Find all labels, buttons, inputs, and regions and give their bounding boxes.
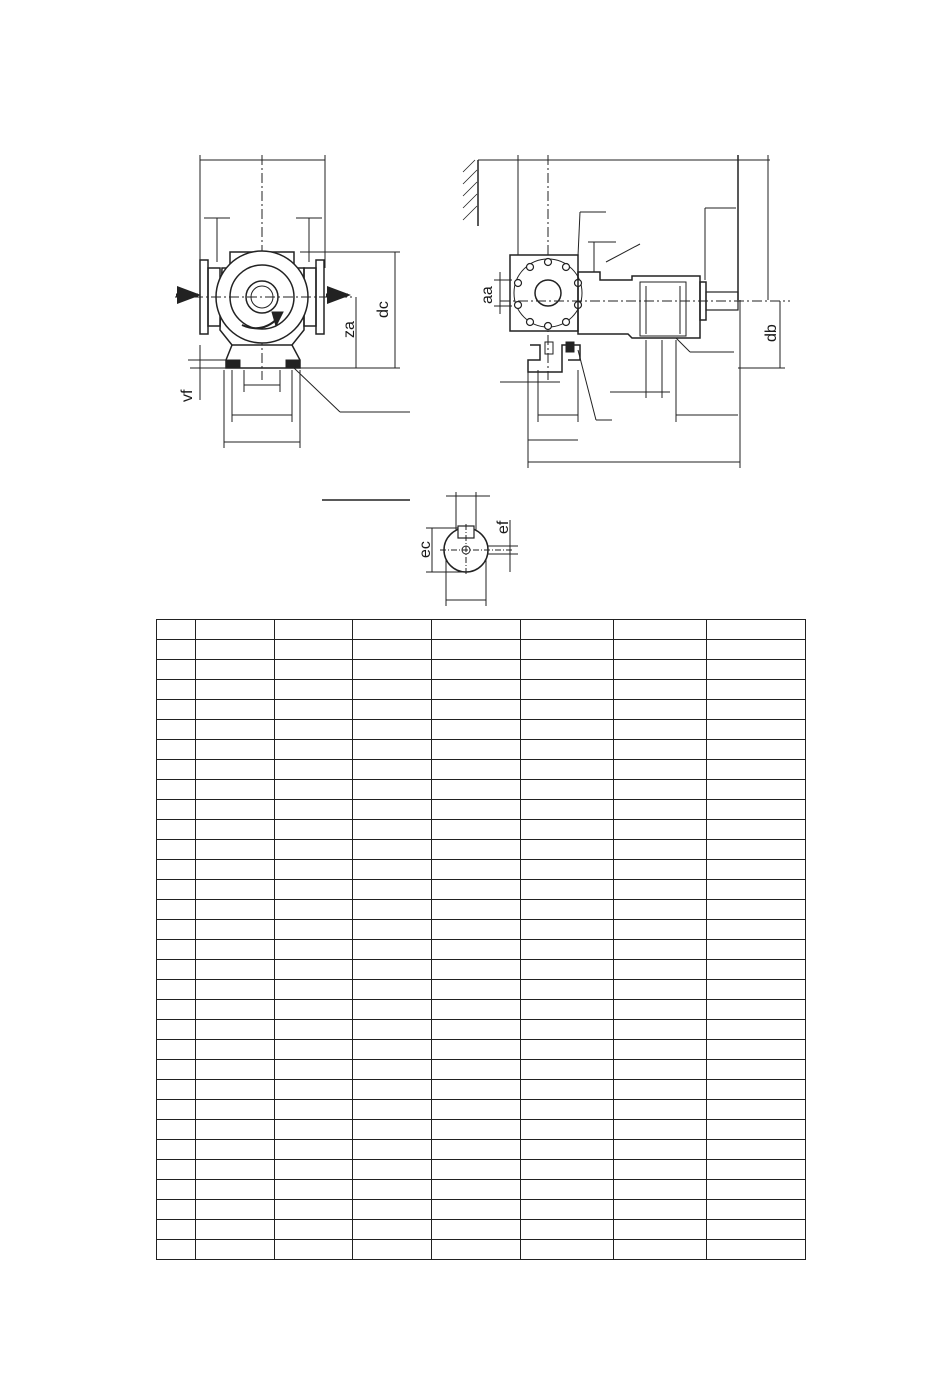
table-cell: [707, 900, 806, 920]
table-cell: [275, 940, 353, 960]
table-cell: [275, 980, 353, 1000]
label-ef: ef: [495, 520, 512, 534]
table-cell: [432, 940, 521, 960]
table-row: [157, 680, 806, 700]
table-cell: [614, 1220, 707, 1240]
table-cell: [521, 1140, 614, 1160]
table-cell: [157, 1120, 196, 1140]
label-aa: aa: [479, 286, 496, 304]
table-cell: [614, 820, 707, 840]
table-cell: [614, 960, 707, 980]
table-cell: [521, 1060, 614, 1080]
table-row: [157, 800, 806, 820]
table-cell: [707, 1000, 806, 1020]
table-cell: [157, 880, 196, 900]
table-cell: [196, 1160, 275, 1180]
table-cell: [275, 1000, 353, 1020]
table-cell: [353, 1000, 432, 1020]
table-cell: [157, 1040, 196, 1060]
table-cell: [196, 1140, 275, 1160]
table-cell: [432, 720, 521, 740]
table-row: [157, 860, 806, 880]
table-cell: [614, 680, 707, 700]
table-row: [157, 940, 806, 960]
table-cell: [196, 1120, 275, 1140]
label-za: za: [341, 321, 358, 338]
table-row: [157, 1200, 806, 1220]
table-cell: [157, 760, 196, 780]
table-row: [157, 1060, 806, 1080]
table-cell: [196, 1040, 275, 1060]
table-cell: [614, 1020, 707, 1040]
table-cell: [157, 1160, 196, 1180]
table-cell: [275, 1080, 353, 1100]
table-cell: [614, 900, 707, 920]
table-cell: [196, 1060, 275, 1080]
table-cell: [196, 900, 275, 920]
table-cell: [157, 660, 196, 680]
table-cell: [196, 740, 275, 760]
table-cell: [157, 1080, 196, 1100]
table-cell: [432, 680, 521, 700]
table-cell: [614, 740, 707, 760]
table-cell: [275, 800, 353, 820]
table-cell: [275, 1020, 353, 1040]
table-cell: [707, 840, 806, 860]
table-cell: [707, 620, 806, 640]
table-cell: [196, 1080, 275, 1100]
table-cell: [353, 740, 432, 760]
table-cell: [196, 760, 275, 780]
table-row: [157, 1140, 806, 1160]
table-cell: [707, 760, 806, 780]
table-cell: [614, 940, 707, 960]
table-cell: [353, 960, 432, 980]
table-cell: [353, 640, 432, 660]
table-cell: [157, 980, 196, 1000]
table-cell: [157, 640, 196, 660]
table-cell: [432, 1140, 521, 1160]
table-cell: [196, 860, 275, 880]
table-cell: [707, 980, 806, 1000]
table-cell: [353, 720, 432, 740]
table-cell: [521, 1040, 614, 1060]
table-cell: [432, 1200, 521, 1220]
table-cell: [707, 1140, 806, 1160]
table-cell: [521, 680, 614, 700]
table-cell: [521, 620, 614, 640]
table-cell: [353, 1120, 432, 1140]
table-cell: [353, 1040, 432, 1060]
table-cell: [521, 920, 614, 940]
label-vf: vf: [179, 389, 196, 402]
table-cell: [614, 1240, 707, 1260]
table-row: [157, 880, 806, 900]
table-cell: [157, 680, 196, 700]
table-cell: [275, 700, 353, 720]
table-cell: [275, 900, 353, 920]
table-cell: [432, 700, 521, 720]
table-cell: [432, 860, 521, 880]
table-cell: [157, 1220, 196, 1240]
table-row: [157, 1160, 806, 1180]
table-cell: [275, 1220, 353, 1240]
table-row: [157, 720, 806, 740]
table-cell: [521, 780, 614, 800]
table-cell: [521, 660, 614, 680]
table-cell: [707, 1220, 806, 1240]
table-cell: [196, 680, 275, 700]
table-row: [157, 920, 806, 940]
table-cell: [353, 700, 432, 720]
table-cell: [275, 960, 353, 980]
table-cell: [614, 860, 707, 880]
table-cell: [521, 1160, 614, 1180]
table-cell: [275, 760, 353, 780]
table-cell: [157, 900, 196, 920]
table-cell: [196, 1240, 275, 1260]
table-cell: [432, 1080, 521, 1100]
table-cell: [432, 1040, 521, 1060]
table-cell: [353, 1080, 432, 1100]
table-cell: [196, 1220, 275, 1240]
table-cell: [157, 820, 196, 840]
table-cell: [707, 1040, 806, 1060]
table-cell: [707, 1160, 806, 1180]
table-cell: [521, 700, 614, 720]
table-cell: [521, 1100, 614, 1120]
table-cell: [275, 1040, 353, 1060]
table-cell: [275, 660, 353, 680]
table-cell: [157, 920, 196, 940]
table-row: [157, 1100, 806, 1120]
table-cell: [196, 820, 275, 840]
label-db: db: [763, 324, 780, 342]
table-cell: [353, 860, 432, 880]
table-cell: [614, 980, 707, 1000]
table-cell: [275, 1200, 353, 1220]
table-cell: [614, 700, 707, 720]
table-cell: [196, 1200, 275, 1220]
table-cell: [521, 1220, 614, 1240]
table-row: [157, 1220, 806, 1240]
table-cell: [353, 900, 432, 920]
table-cell: [614, 1100, 707, 1120]
table-cell: [707, 1080, 806, 1100]
table-cell: [353, 1060, 432, 1080]
table-cell: [707, 1240, 806, 1260]
table-cell: [521, 960, 614, 980]
table-row: [157, 660, 806, 680]
table-cell: [614, 1160, 707, 1180]
table-cell: [196, 620, 275, 640]
table-cell: [614, 1140, 707, 1160]
table-cell: [275, 740, 353, 760]
table-cell: [432, 800, 521, 820]
table-cell: [275, 860, 353, 880]
table-cell: [521, 840, 614, 860]
table-cell: [521, 900, 614, 920]
table-cell: [521, 1200, 614, 1220]
table-cell: [707, 820, 806, 840]
table-cell: [196, 1020, 275, 1040]
table-cell: [707, 860, 806, 880]
table-row: [157, 840, 806, 860]
table-cell: [614, 620, 707, 640]
table-cell: [432, 1180, 521, 1200]
table-row: [157, 1240, 806, 1260]
table-cell: [157, 780, 196, 800]
table-cell: [707, 660, 806, 680]
table-cell: [432, 640, 521, 660]
table-cell: [707, 880, 806, 900]
table-cell: [707, 780, 806, 800]
table-cell: [157, 860, 196, 880]
table-cell: [614, 780, 707, 800]
table-cell: [432, 740, 521, 760]
table-cell: [157, 740, 196, 760]
table-cell: [614, 1120, 707, 1140]
table-cell: [353, 1240, 432, 1260]
table-cell: [432, 1060, 521, 1080]
table-cell: [275, 680, 353, 700]
table-cell: [353, 1100, 432, 1120]
table-cell: [196, 780, 275, 800]
table-row: [157, 1120, 806, 1140]
table-cell: [275, 1240, 353, 1260]
table-cell: [614, 880, 707, 900]
table-row: [157, 980, 806, 1000]
table-cell: [157, 1240, 196, 1260]
table-cell: [196, 720, 275, 740]
table-cell: [157, 1200, 196, 1220]
table-cell: [157, 800, 196, 820]
label-ec: ec: [417, 541, 434, 558]
table-cell: [707, 700, 806, 720]
table-cell: [353, 840, 432, 860]
table-cell: [432, 1160, 521, 1180]
table-cell: [707, 1200, 806, 1220]
table-cell: [614, 1080, 707, 1100]
table-cell: [353, 1160, 432, 1180]
table-row: [157, 1040, 806, 1060]
table-cell: [353, 1220, 432, 1240]
table-cell: [521, 1180, 614, 1200]
table-cell: [707, 1120, 806, 1140]
label-dc: dc: [375, 301, 392, 318]
table-row: [157, 900, 806, 920]
table-cell: [353, 680, 432, 700]
table-cell: [432, 880, 521, 900]
table-cell: [353, 980, 432, 1000]
table-cell: [196, 1180, 275, 1200]
table-cell: [275, 720, 353, 740]
table-cell: [521, 1240, 614, 1260]
table-cell: [275, 620, 353, 640]
table-cell: [353, 620, 432, 640]
table-row: [157, 700, 806, 720]
table-cell: [521, 860, 614, 880]
table-cell: [196, 880, 275, 900]
table-cell: [707, 740, 806, 760]
table-cell: [353, 880, 432, 900]
table-cell: [521, 720, 614, 740]
table-row: [157, 620, 806, 640]
table-cell: [521, 1120, 614, 1140]
table-cell: [196, 840, 275, 860]
table-cell: [157, 940, 196, 960]
table-cell: [157, 620, 196, 640]
table-row: [157, 1180, 806, 1200]
table-cell: [521, 1020, 614, 1040]
pump-dimension-drawing: [0, 0, 950, 610]
table-cell: [614, 1000, 707, 1020]
table-cell: [432, 1240, 521, 1260]
table-row: [157, 960, 806, 980]
table-cell: [275, 780, 353, 800]
table-cell: [432, 1220, 521, 1240]
table-cell: [521, 820, 614, 840]
table-cell: [432, 660, 521, 680]
table-cell: [521, 800, 614, 820]
table-cell: [707, 920, 806, 940]
table-cell: [521, 1000, 614, 1020]
table-cell: [353, 820, 432, 840]
table-cell: [275, 1160, 353, 1180]
table-cell: [707, 720, 806, 740]
table-cell: [521, 940, 614, 960]
table-cell: [353, 780, 432, 800]
table-row: [157, 1000, 806, 1020]
table-cell: [432, 960, 521, 980]
table-row: [157, 760, 806, 780]
table-cell: [432, 760, 521, 780]
table-cell: [196, 920, 275, 940]
table-cell: [196, 940, 275, 960]
table-cell: [614, 760, 707, 780]
table-cell: [275, 1180, 353, 1200]
table-cell: [521, 760, 614, 780]
table-cell: [614, 920, 707, 940]
table-cell: [614, 800, 707, 820]
table-cell: [157, 720, 196, 740]
table-row: [157, 780, 806, 800]
table-cell: [521, 880, 614, 900]
table-cell: [707, 960, 806, 980]
table-cell: [196, 960, 275, 980]
table-cell: [275, 1140, 353, 1160]
table-cell: [275, 1060, 353, 1080]
table-cell: [196, 640, 275, 660]
table-cell: [521, 640, 614, 660]
table-cell: [157, 700, 196, 720]
table-cell: [521, 1080, 614, 1100]
side-view: [463, 155, 790, 468]
table-cell: [275, 840, 353, 860]
table-cell: [432, 1120, 521, 1140]
table-cell: [275, 920, 353, 940]
table-cell: [614, 660, 707, 680]
table-cell: [432, 900, 521, 920]
table-cell: [196, 1000, 275, 1020]
table-cell: [432, 1100, 521, 1120]
table-cell: [707, 1020, 806, 1040]
table-cell: [196, 700, 275, 720]
table-cell: [353, 1200, 432, 1220]
table-cell: [353, 660, 432, 680]
table-row: [157, 640, 806, 660]
table-cell: [707, 800, 806, 820]
table-cell: [353, 1020, 432, 1040]
table-cell: [614, 720, 707, 740]
table-cell: [157, 1000, 196, 1020]
table-cell: [353, 920, 432, 940]
table-cell: [353, 940, 432, 960]
table-cell: [196, 1100, 275, 1120]
table-cell: [614, 840, 707, 860]
table-cell: [432, 780, 521, 800]
table-cell: [353, 800, 432, 820]
dimension-table: [156, 619, 806, 1260]
table-cell: [157, 1060, 196, 1080]
table-cell: [432, 820, 521, 840]
table-cell: [157, 840, 196, 860]
table-cell: [432, 920, 521, 940]
table-cell: [196, 660, 275, 680]
table-cell: [196, 980, 275, 1000]
table-cell: [275, 880, 353, 900]
table-cell: [707, 1100, 806, 1120]
table-cell: [521, 740, 614, 760]
table-cell: [707, 940, 806, 960]
table-cell: [707, 1060, 806, 1080]
table-cell: [432, 1020, 521, 1040]
table-cell: [614, 1040, 707, 1060]
table-cell: [157, 1180, 196, 1200]
table-cell: [353, 760, 432, 780]
table-cell: [157, 1140, 196, 1160]
table-cell: [707, 680, 806, 700]
table-cell: [432, 620, 521, 640]
table-cell: [275, 1100, 353, 1120]
table-cell: [614, 1060, 707, 1080]
table-cell: [353, 1140, 432, 1160]
table-cell: [707, 1180, 806, 1200]
table-cell: [157, 960, 196, 980]
table-cell: [521, 980, 614, 1000]
table-cell: [614, 1200, 707, 1220]
table-row: [157, 1020, 806, 1040]
table-cell: [157, 1020, 196, 1040]
table-row: [157, 740, 806, 760]
table-cell: [196, 800, 275, 820]
table-row: [157, 1080, 806, 1100]
table-cell: [157, 1100, 196, 1120]
table-cell: [707, 640, 806, 660]
table-cell: [614, 640, 707, 660]
table-row: [157, 820, 806, 840]
table-cell: [275, 820, 353, 840]
table-cell: [614, 1180, 707, 1200]
table-cell: [432, 1000, 521, 1020]
table-cell: [275, 1120, 353, 1140]
table-cell: [353, 1180, 432, 1200]
table-cell: [432, 980, 521, 1000]
table-cell: [432, 840, 521, 860]
table-cell: [275, 640, 353, 660]
